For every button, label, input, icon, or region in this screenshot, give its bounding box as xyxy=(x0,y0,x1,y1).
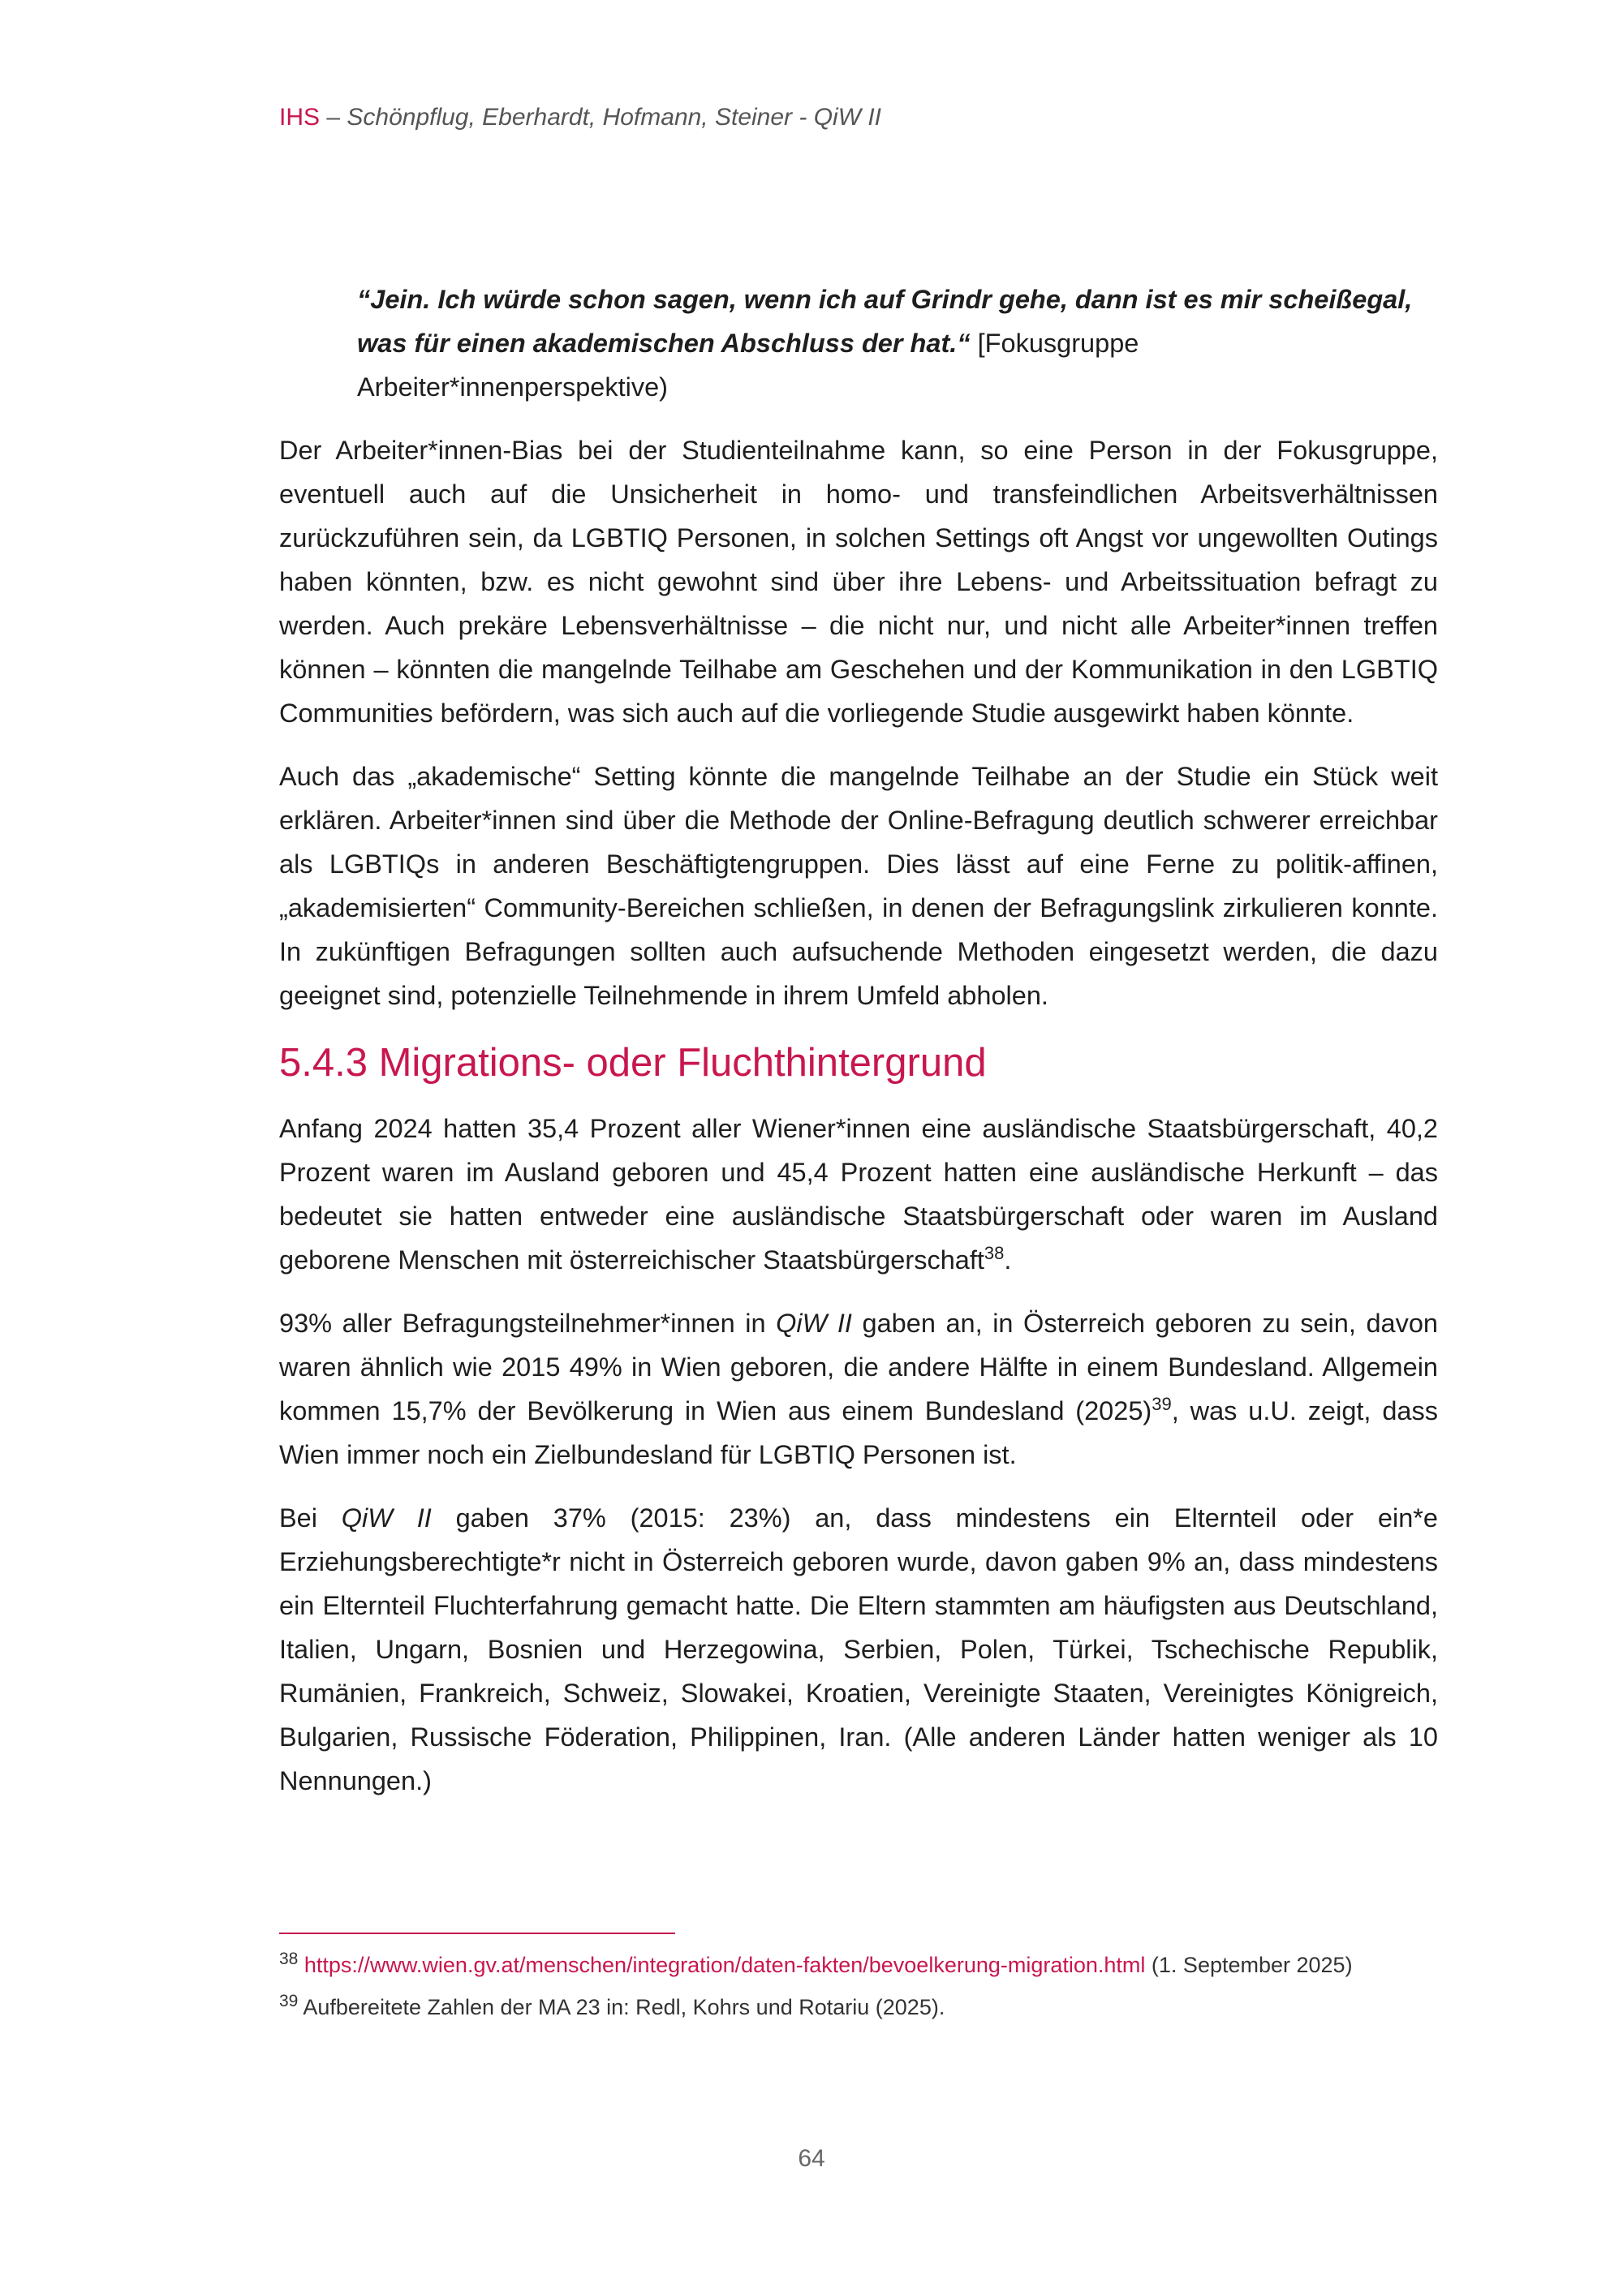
paragraph-vienna-statistics xyxy=(279,1107,1438,1282)
section-heading: 5.4.3 Migrations- oder Fluchthintergrund xyxy=(279,1041,987,1085)
paragraph-text: , was u.U. zeigt, dass Wien immer noch ein Zielbundesland für LGBTIQ Personen ist. xyxy=(279,1396,1438,1469)
quote-source: [Fokusgruppe Arbeiter*innenperspektive) xyxy=(357,329,1139,402)
quote-text: “Jein. Ich würde schon sagen, wenn ich auf Grindr gehe, dann ist es mir scheißegal, was für einen akademischen Abschluss der hat.“ xyxy=(357,285,1413,358)
footnote-number: 38 xyxy=(279,1950,299,1968)
paragraph-text: Bei xyxy=(279,1503,342,1533)
header-authors: Schönpflug, Eberhardt, Hofmann, Steiner - QiW II xyxy=(347,104,882,131)
paragraph-parents-origin xyxy=(279,1496,1438,1803)
main-content xyxy=(279,277,1438,1822)
paragraph-text: gaben 37% (2015: 23%) an, dass mindestens ein Elternteil oder ein*e Erziehungsberechtigte*r nicht in Österreich geboren wurde, davon gaben 9% an, dass mindestens ein Elternteil Fluchterfahrung gemacht hatte. Die Eltern stammten am häufigsten aus Deutschland, Italien, Ungarn, Bosnien und Herzegowina, Serbien, Polen, Türkei, Tschechische Republik, Rumänien, Frankreich, Schweiz, Slowakei, Kroatien, Vereinigte Staaten, Vereinigtes Königreich, Bulgarien, Russische Föderation, Philippinen, Iran. (Alle anderen Länder hatten weniger als 10 Nennungen.) xyxy=(279,1503,1438,1795)
paragraph-end: . xyxy=(1004,1245,1012,1275)
footnote-link[interactable]: https://www.wien.gv.at/menschen/integration/daten-fakten/bevoelkerung-migration.html xyxy=(304,1953,1146,1977)
footnote-ref-38[interactable]: 38 xyxy=(984,1243,1005,1263)
page-number: 64 xyxy=(798,2145,825,2172)
paragraph-text: Anfang 2024 hatten 35,4 Prozent aller Wiener*innen eine ausländische Staatsbürgerschaft, 40,2 Prozent waren im Ausland geboren und 45,4 Prozent hatten eine ausländische Herkunft – das bedeutet sie hatten entweder eine ausländische Staatsbürgerschaft oder waren im Ausland geborene Menschen mit österreichischer Staatsbürgerschaft xyxy=(279,1114,1438,1275)
footnote-39 xyxy=(279,1986,1448,2028)
footnote-ref-39[interactable]: 39 xyxy=(1152,1394,1172,1414)
study-name: QiW II xyxy=(776,1309,852,1338)
footnote-text: (1. September 2025) xyxy=(1145,1953,1353,1977)
paragraph-worker-bias: Der Arbeiter*innen-Bias bei der Studienteilnahme kann, so eine Person in der Fokusgruppe, eventuell auch auf die Unsicherheit in homo- und transfeindlichen Arbeitsverhältnissen zurückzuführen sein, da LGBTIQ Personen, in solchen Settings oft Angst vor ungewollten Outings haben könnten, bzw. es nicht gewohnt sind über ihre Lebens- und Arbeitssituation befragt zu werden. Auch prekäre Lebensverhältnisse – die nicht nur, und nicht alle Arbeiter*innen treffen können – könnten die mangelnde Teilhabe am Geschehen und der Kommunikation in den LGBTIQ Communities befördern, was sich auch auf die vorliegende Studie ausgewirkt haben könnte. xyxy=(279,436,1438,728)
footnote-number: 39 xyxy=(279,1992,299,2010)
paragraph-text: 93% aller Befragungsteilnehmer*innen in xyxy=(279,1309,777,1338)
running-header xyxy=(279,104,881,131)
header-org: IHS xyxy=(279,104,321,131)
footnote-38 xyxy=(279,1944,1448,1986)
block-quote xyxy=(357,277,1438,409)
footnotes xyxy=(279,1944,1448,2028)
paragraph-text: gaben an, in Österreich geboren zu sein, davon waren ähnlich wie 2015 49% in Wien geboren, die andere Hälfte in einem Bundesland. Allgemein kommen 15,7% der Bevölkerung in Wien aus einem Bundesland (2025) xyxy=(279,1309,1438,1425)
paragraph-academic-setting: Auch das „akademische“ Setting könnte die mangelnde Teilhabe an der Studie ein Stück weit erklären. Arbeiter*innen sind über die Methode der Online-Befragung deutlich schwerer erreichbar als LGBTIQs in anderen Beschäftigtengruppen. Dies lässt auf eine Ferne zu politik-affinen, „akademisierten“ Community-Bereichen schließen, in denen der Befragungslink zirkulieren konnte. In zukünftigen Befragungen sollten auch aufsuchende Methoden eingesetzt werden, die dazu geeignet sind, potenzielle Teilnehmende in ihrem Umfeld abholen. xyxy=(279,762,1438,1010)
footnote-divider xyxy=(279,1933,675,1934)
paragraph-birthplace xyxy=(279,1301,1438,1477)
study-name: QiW II xyxy=(341,1503,432,1533)
footnote-text: Aufbereitete Zahlen der MA 23 in: Redl, Kohrs und Rotariu (2025). xyxy=(303,1995,945,2019)
header-separator: – xyxy=(320,104,347,131)
